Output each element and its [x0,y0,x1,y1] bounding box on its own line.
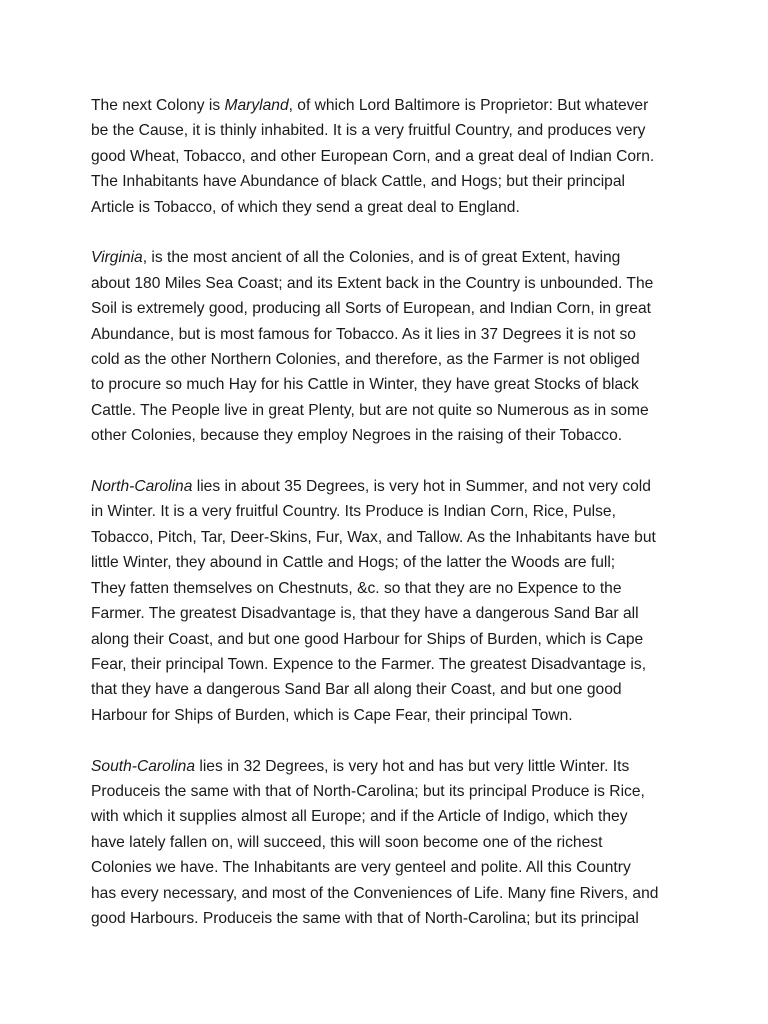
text-line [91,296,711,321]
paragraph [91,245,711,448]
text-run: Soil is extremely good, producing all Sorts of European, and Indian Corn, in great [91,300,651,318]
text-run: The next Colony is [91,97,225,114]
document-body [91,93,711,957]
text-run: The Inhabitants have Abundance of black Cattle, and Hogs; but their principal [91,173,625,191]
text-run: They fatten themselves on Chestnuts, &c. so that they are no Expence to the [91,579,622,597]
text-run: Article is Tobacco, of which they send a great deal to England. [91,198,520,216]
text-run: Colonies we have. The Inhabitants are very genteel and polite. All this Country [91,859,631,877]
text-run: Farmer. The greatest Disadvantage is, that they have a dangerous Sand Bar all [91,605,639,623]
paragraph [91,754,711,932]
text-run: good Harbours. Produceis the same with that of North-Carolina; but its principal [91,909,639,927]
text-line [91,322,711,347]
text-line [91,271,711,296]
text-run: other Colonies, because they employ Negroes in the raising of their Tobacco. [91,427,623,445]
text-line [91,881,711,906]
colony-name: South-Carolina [91,757,196,775]
text-run: , of which Lord Baltimore is Proprietor: But whatever [288,97,649,114]
text-line [91,245,711,270]
text-line [91,627,711,652]
text-run: good Wheat, Tobacco, and other European Corn, and a great deal of Indian Corn. [91,147,655,165]
text-line [91,703,711,728]
text-line [91,906,711,931]
text-run: Tobacco, Pitch, Tar, Deer-Skins, Fur, Wax, and Tallow. As the Inhabitants have but [91,528,656,546]
text-run: lies in 32 Degrees, is very hot and has but very little Winter. Its [195,757,630,775]
text-line [91,830,711,855]
text-line [91,652,711,677]
text-run: Produceis the same with that of North-Carolina; but its principal Produce is Rice, [91,782,645,800]
text-line [91,499,711,524]
text-line [91,118,711,143]
text-run: Cattle. The People live in great Plenty, but are not quite so Numerous as in some [91,401,649,419]
text-run: to procure so much Hay for his Cattle in Winter, they have great Stocks of black [91,376,639,394]
text-line [91,779,711,804]
text-line [91,601,711,626]
colony-name: Maryland [224,97,289,114]
text-line [91,576,711,601]
text-run: with which it supplies almost all Europe; and if the Article of Indigo, which they [91,808,628,826]
text-line [91,93,711,118]
text-run: Harbour for Ships of Burden, which is Cape Fear, their principal Town. [91,706,573,724]
paragraph [91,474,711,728]
colony-name: Virginia [91,249,143,267]
text-line [91,804,711,829]
text-line [91,855,711,880]
text-run: Abundance, but is most famous for Tobacco. As it lies in 37 Degrees it is not so [91,325,636,343]
text-run: that they have a dangerous Sand Bar all along their Coast, and but one good [91,681,622,699]
text-line [91,144,711,169]
text-line [91,754,711,779]
text-line [91,195,711,220]
text-run: cold as the other Northern Colonies, and therefore, as the Farmer is not obliged [91,351,640,369]
text-line [91,372,711,397]
text-line [91,169,711,194]
text-run: Fear, their principal Town. Expence to the Farmer. The greatest Disadvantage is, [91,655,647,673]
text-line [91,525,711,550]
text-run: about 180 Miles Sea Coast; and its Extent back in the Country is unbounded. The [91,274,654,292]
text-run: have lately fallen on, will succeed, this will soon become one of the richest [91,833,603,851]
text-run: , is the most ancient of all the Colonies, and is of great Extent, having [142,249,621,267]
text-line [91,474,711,499]
paragraph [91,93,711,220]
text-run: be the Cause, it is thinly inhabited. It is a very fruitful Country, and produces very [91,122,646,140]
text-line [91,677,711,702]
text-line [91,423,711,448]
text-line [91,398,711,423]
text-run: lies in about 35 Degrees, is very hot in Summer, and not very cold [192,478,651,496]
text-run: along their Coast, and but one good Harbour for Ships of Burden, which is Cape [91,630,644,648]
colony-name: North-Carolina [91,478,193,496]
text-run: in Winter. It is a very fruitful Country. Its Produce is Indian Corn, Rice, Pulse, [91,503,616,521]
text-run: little Winter, they abound in Cattle and Hogs; of the latter the Woods are full; [91,554,616,572]
text-line [91,550,711,575]
text-line [91,347,711,372]
text-run: has every necessary, and most of the Conveniences of Life. Many fine Rivers, and [91,884,659,902]
